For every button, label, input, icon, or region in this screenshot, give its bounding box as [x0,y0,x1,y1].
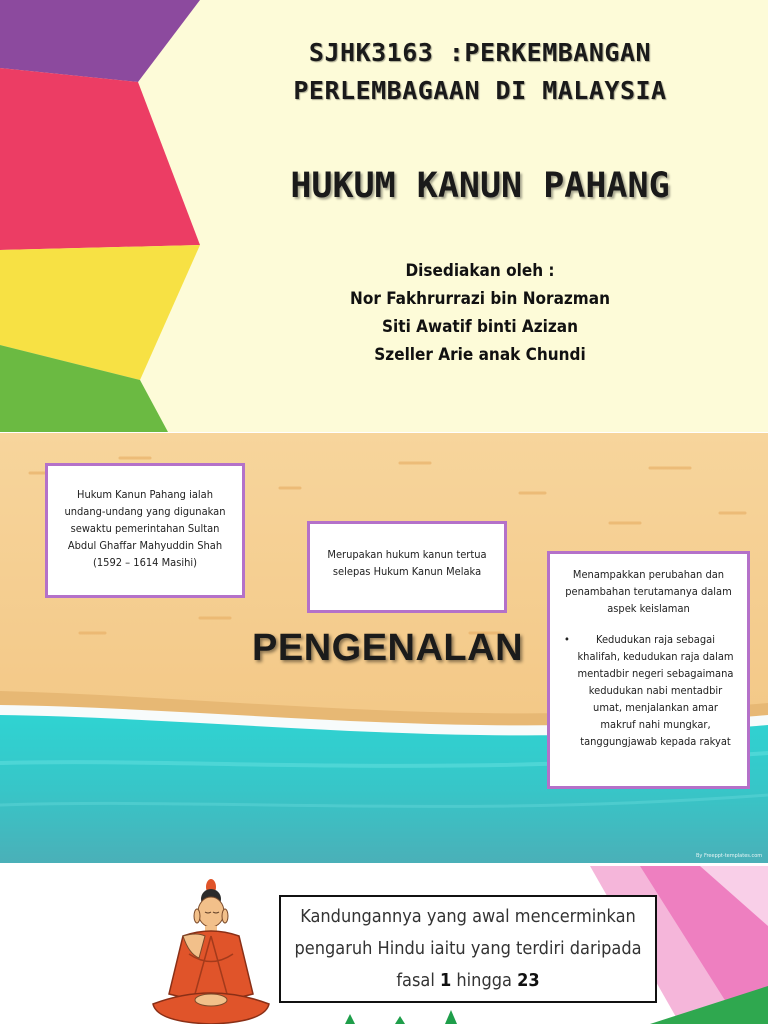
content-slide [0,866,768,1024]
changes-intro: Menampakkan perubahan dan penambahan terutamanya dalam aspek keislaman [565,568,732,615]
course-title: SJHK3163 :PERKEMBANGAN PERLEMBAGAAN DI MALAYSIA [293,38,667,105]
introduction-slide [0,433,768,863]
buddha-figure-icon [145,874,285,1024]
article-end-number: 23 [517,970,540,991]
title-slide [0,0,768,432]
article-start-number: 1 [439,970,452,991]
section-heading: PENGENALAN [252,627,524,669]
oldest-code-box: Merupakan hukum kanun tertua selepas Hukum Kanun Melaka [307,521,507,613]
changes-bullet: • Kedudukan raja sebagai khalifah, kedudukan raja dalam mentadbir negeri sebagaimana kedudukan nabi mentadbir umat, menjalankan amar makruf nahi mungkar, tanggungjawab kepada rakyat [574,631,737,750]
changes-list [560,631,737,750]
template-credit: By Freeppt-templates.com [696,853,763,859]
author-1: Nor Fakhrurrazi bin Norazman [350,289,610,309]
author-2: Siti Awatif binti Azizan [382,317,578,337]
author-3: Szeller Arie anak Chundi [374,345,586,365]
presentation-title: HUKUM KANUN PAHANG [290,166,670,206]
hindu-influence-box: Kandungannya yang awal mencerminkan pengaruh Hindu iaitu yang terdiri daripada fasal 1 hingga 23 [279,895,657,1003]
prepared-by-label: Disediakan oleh : [405,261,555,281]
islamic-changes-box [547,551,750,789]
definition-box: Hukum Kanun Pahang ialah undang-undang yang digunakan sewaktu pemerintahan Sultan Abdul Ghaffar Mahyuddin Shah (1592 – 1614 Masihi) [45,463,245,598]
authors-block [210,257,750,369]
